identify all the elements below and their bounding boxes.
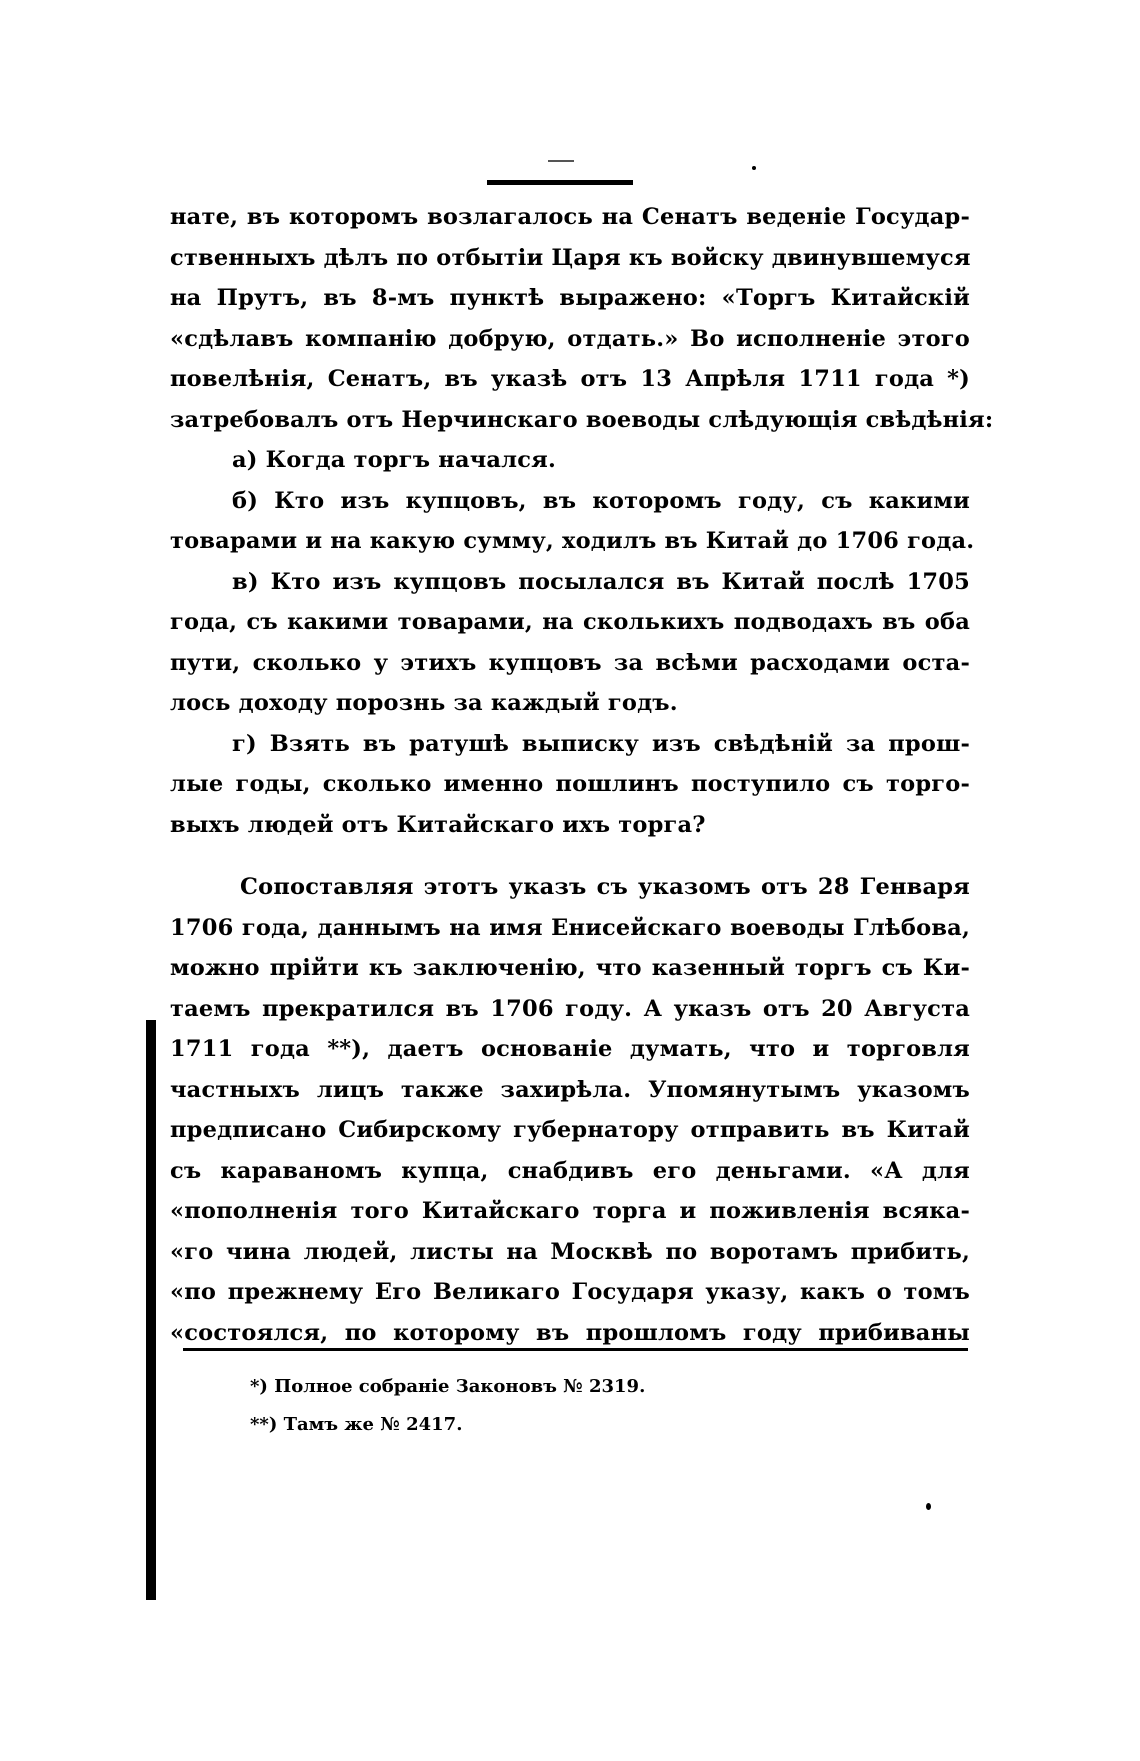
text-line: «го чина людей, листы на Москвѣ по воротамъ прибить,: [170, 1238, 970, 1265]
list-item-a: а) Когда торгъ начался.: [232, 447, 557, 473]
text-line: «по прежнему Его Великаго Государя указу, какъ о томъ: [170, 1279, 970, 1305]
text-line: выхъ людей отъ Китайскаго ихъ торга?: [170, 811, 706, 838]
body-text: [170, 197, 994, 1353]
text-line: съ караваномъ купца, снабдивъ его деньгами. «А для: [170, 1157, 970, 1184]
text-line: затребовалъ отъ Нерчинскаго воеводы слѣдующія свѣдѣнія:: [170, 406, 994, 433]
text-line: 1711 года **), даетъ основаніе думать, что и торговля: [170, 1036, 970, 1062]
text-line: 1706 года, даннымъ на имя Енисейскаго воеводы Глѣбова,: [170, 914, 970, 941]
text-line: частныхъ лицъ также захирѣла. Упомянутымъ указомъ: [170, 1076, 970, 1103]
text-line: «сдѣлавъ компанію добрую, отдать.» Во исполненіе этого: [170, 325, 970, 352]
text-line: таемъ прекратился въ 1706 году. А указъ отъ 20 Августа: [170, 995, 970, 1022]
text-line: на Прутъ, въ 8-мъ пунктѣ выражено: «Торгъ Китайскій: [170, 285, 970, 311]
header-dash: [548, 160, 574, 162]
scan-speck: [926, 1503, 931, 1510]
text-line: товарами и на какую сумму, ходилъ въ Китай до 1706 года.: [170, 528, 975, 554]
list-item-c: в) Кто изъ купцовъ посылался въ Китай послѣ 1705: [232, 568, 970, 595]
footnote-1: *) Полное собраніе Законовъ № 2319.: [250, 1376, 646, 1397]
text-line: ственныхъ дѣлъ по отбытіи Царя къ войску двинувшемуся: [170, 244, 971, 271]
list-item-d: г) Взять въ ратушѣ выписку изъ свѣдѣній за прош-: [232, 730, 970, 757]
text-line: нате, въ которомъ возлагалось на Сенатъ веденіе Государ-: [170, 204, 970, 230]
header-rule: [487, 180, 633, 185]
footnote-rule: [183, 1348, 968, 1351]
text-line: «состоялся, по которому въ прошломъ году прибиваны: [170, 1319, 970, 1346]
paragraph-start: Сопоставляя этотъ указъ съ указомъ отъ 28 Генваря: [240, 874, 970, 900]
text-line: лые годы, сколько именно пошлинъ поступило съ торго-: [170, 771, 970, 797]
text-line: пути, сколько у этихъ купцовъ за всѣми расходами оста-: [170, 649, 970, 676]
text-line: «пополненія того Китайскаго торга и поживленія всяка-: [170, 1198, 970, 1224]
text-line: повелѣнія, Сенатъ, въ указѣ отъ 13 Апрѣля 1711 года *): [170, 366, 970, 392]
text-line: предписано Сибирскому губернатору отправить въ Китай: [170, 1117, 970, 1143]
scan-speck: [752, 166, 756, 170]
text-line: года, съ какими товарами, на сколькихъ подводахъ въ оба: [170, 609, 970, 635]
footnotes: [250, 1368, 950, 1444]
scan-margin-bar: [146, 1020, 156, 1600]
footnote-2: **) Тамъ же № 2417.: [250, 1414, 463, 1435]
paragraph-gap: [170, 845, 970, 867]
list-item-b: б) Кто изъ купцовъ, въ которомъ году, съ какими: [232, 487, 970, 514]
text-line: можно прійти къ заключенію, что казенный торгъ съ Ки-: [170, 955, 970, 981]
text-line: лось доходу порознь за каждый годъ.: [170, 690, 678, 716]
